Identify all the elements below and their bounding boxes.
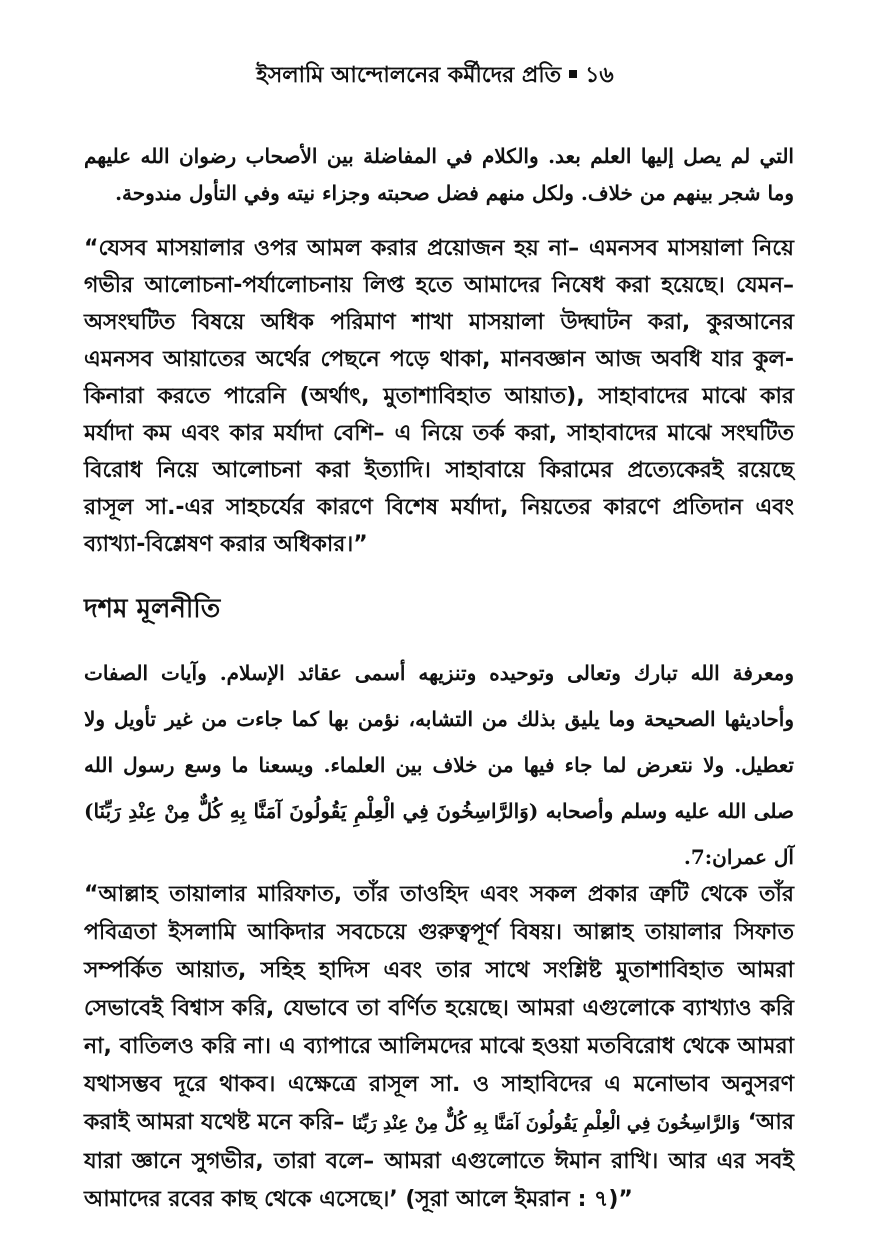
bangla-paragraph-1: “যেসব মাসয়ালার ওপর আমল করার প্রয়োজন হয় না– এমনসব মাসয়ালা নিয়ে গভীর আলোচনা-পর্যালোচনায় লিপ্ত হতে আমাদের নিষেধ করা হয়েছে। যেমন– অসংঘটিত বিষয়ে অধিক পরিমাণ শাখা মাসয়ালা উদ্ঘাটন করা, কুরআনের এমনসব আয়াতের অর্থের পেছনে পড়ে থাকা, মানবজ্ঞান আজ অবধি যার কুল-কিনারা করতে পারেনি (অর্থাৎ, মুতাশাবিহাত আয়াত), সাহাবাদের মাঝে কার মর্যাদা কম এবং কার মর্যাদা বেশি– এ নিয়ে তর্ক করা, সাহাবাদের মাঝে সংঘটিত বিরোধ নিয়ে আলোচনা করা ইত্যাদি। সাহাবায়ে কিরামের প্রত্যেকেরই রয়েছে রাসূল সা.-এর সাহচর্যের কারণে বিশেষ মর্যাদা, নিয়তের কারণে প্রতিদান এবং ব্যাখ্যা-বিশ্লেষণ করার অধিকার।”: [84, 236, 794, 557]
running-title: ইসলামি আন্দোলনের কর্মীদের প্রতি: [256, 63, 562, 88]
section-heading: দশম মূলনীতি: [84, 594, 221, 624]
bangla-paragraph-2: [84, 876, 794, 1219]
page-number: ১৬: [585, 63, 614, 88]
page-header: [0, 58, 870, 95]
arabic-paragraph-2: ومعرفة الله تبارك وتعالى وتوحيده وتنزيهه أسمى عقائد الإسلام. وآيات الصفات وأحاديثها الصحيحة وما يليق بذلك من التشابه، نؤمن بها كما جاءت من غير تأويل ولا تعطيل. ولا نتعرض لما جاء فيها من خلاف بين العلماء. ويسعنا ما وسع رسول الله صلى الله عليه وسلم وأصحابه (وَالرَّاسِخُونَ فِي الْعِلْمِ يَقُولُونَ آمَنَّا بِهِ كُلٌّ مِنْ عِنْدِ رَبِّنَا) آل عمران:7.: [84, 661, 794, 869]
arabic-paragraph-1: التي لم يصل إليها العلم بعد. والكلام في المفاضلة بين الأصحاب رضوان الله عليهم وما شجر بينهم من خلاف. ولكل منهم فضل صحبته وجزاء نيته وفي التأول مندوحة.: [84, 144, 794, 205]
header-separator: [569, 70, 577, 78]
quranic-quote-arabic: وَالرَّاسِخُونَ فِي الْعِلْمِ يَقُولُونَ آمَنَّا بِهِ كُلٌّ مِنْ عِنْدِ رَبِّنَا: [352, 1113, 741, 1134]
bangla-paragraph-2-text: “আল্লাহ তায়ালার মারিফাত, তাঁর তাওহিদ এবং সকল প্রকার ত্রুটি থেকে তাঁর পবিত্রতা ইসলামি আকিদার সবচেয়ে গুরুত্বপূর্ণ বিষয়। আল্লাহ তায়ালার সিফাত সম্পর্কিত আয়াত, সহিহ হাদিস এবং তার সাথে সংশ্লিষ্ট মুতাশাবিহাত আমরা সেভাবেই বিশ্বাস করি, যেভাবে তা বর্ণিত হয়েছে। আমরা এগুলোকে ব্যাখ্যাও করি না, বাতিলও করি না। এ ব্যাপারে আলিমদের মাঝে হওয়া মতবিরোধ থেকে আমরা যথাসম্ভব দূরে থাকব। এক্ষেত্রে রাসূল সা. ও সাহাবিদের এ মনোভাব অনুসরণ করাই আমরা যথেষ্ট মনে করি–: [84, 882, 794, 1135]
quote-translation: ‘আর যারা জ্ঞানে সুগভীর, তারা বলে– আমরা এগুলোতে ঈমান রাখি। আর এর সবই আমাদের রবের কাছ থেকে এসেছে।’ (সূরা আলে ইমরান : ৭)”: [84, 1110, 794, 1212]
